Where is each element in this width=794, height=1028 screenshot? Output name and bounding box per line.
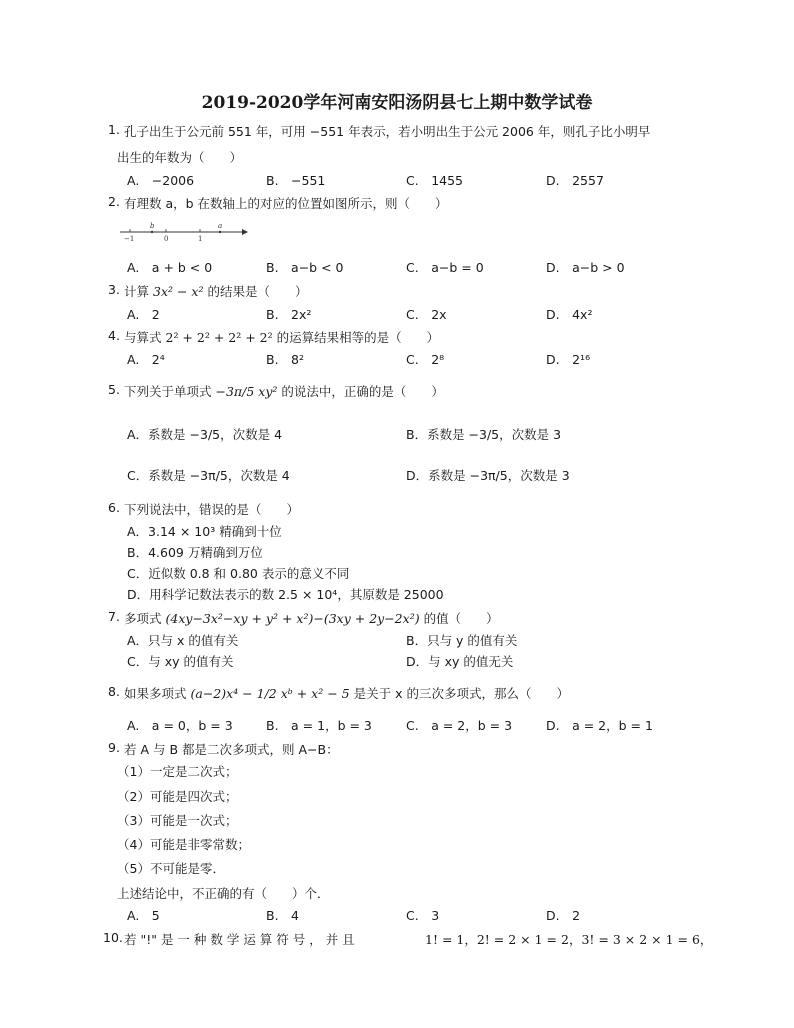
point-b-label: b — [150, 222, 155, 230]
math-expression: (a−2)x⁴ − 1/2 xᵇ + x² − 5 — [190, 686, 350, 701]
option-b: B. a−b < 0 — [266, 260, 344, 275]
statement: （2）可能是四次式； — [117, 789, 238, 804]
option-a: A. a + b < 0 — [127, 260, 213, 275]
tick-label: 1 — [198, 235, 203, 243]
number-line-figure — [118, 221, 250, 243]
option-d: D. a−b > 0 — [546, 260, 625, 275]
option-c: C. a−b = 0 — [406, 260, 484, 275]
option-b: B. −551 — [266, 173, 326, 188]
option-b: B．4.609 万精确到万位 — [127, 545, 263, 560]
math-expression: −3π/5 xy² — [215, 384, 278, 399]
option-b: B. 4 — [266, 908, 300, 923]
question-text: 若 "!" 是 一 种 数 学 运 算 符 号 ， 并 且 — [124, 932, 355, 947]
option-a: A. 5 — [127, 908, 160, 923]
question-number: 8. — [108, 684, 120, 699]
question-number: 1. — [108, 122, 120, 137]
math-expression: 3x² − x² — [153, 284, 204, 299]
option-d: D. 4x² — [546, 307, 593, 322]
axis-arrow-icon — [242, 229, 248, 235]
point-a — [219, 231, 221, 233]
option-b: B．系数是 −3/5，次数是 3 — [406, 427, 562, 442]
question-number: 7. — [108, 609, 120, 624]
question-text: 多项式 (4xy−3x²−xy + y² + x²)−(3xy + 2y−2x²) 的值（ ） — [124, 611, 499, 626]
conclusion-text: 上述结论中，不正确的有（ ）个． — [117, 886, 330, 901]
question-number: 2. — [108, 194, 120, 209]
option-c: C. a = 2，b = 3 — [406, 718, 513, 733]
option-c: C. 1455 — [406, 173, 464, 188]
statement: （1）一定是二次式； — [117, 764, 238, 779]
option-c: C．近似数 0.8 和 0.80 表示的意义不同 — [127, 566, 350, 581]
point-b — [151, 231, 153, 233]
tick-label: −1 — [124, 235, 135, 243]
question-text: 计算 3x² − x² 的结果是（ ） — [124, 284, 308, 299]
option-a: A. a = 0，b = 3 — [127, 718, 233, 733]
question-text: 下列说法中，错误的是（ ） — [124, 502, 300, 517]
question-number: 9. — [108, 740, 120, 755]
point-a-label: a — [218, 222, 223, 230]
option-c: C. 2⁸ — [406, 352, 445, 367]
option-d: D．用科学记数法表示的数 2.5 × 10⁴，其原数是 25000 — [127, 587, 444, 602]
math-expression: 1! = 1，2! = 2 × 1 = 2，3! = 3 × 2 × 1 = 6， — [425, 932, 713, 947]
option-a: A. −2006 — [127, 173, 195, 188]
option-c: C. 2x — [406, 307, 447, 322]
question-text: 如果多项式 (a−2)x⁴ − 1/2 xᵇ + x² − 5 是关于 x 的三次多项式，那么（ ） — [124, 686, 569, 701]
statement: （4）可能是非零常数； — [117, 837, 250, 852]
option-c: C．与 xy 的值有关 — [127, 654, 234, 669]
option-b: B. 8² — [266, 352, 305, 367]
question-text: 有理数 a，b 在数轴上的对应的位置如图所示，则（ ） — [124, 196, 448, 211]
option-a: A．只与 x 的值有关 — [127, 633, 239, 648]
math-expression: 2² + 2² + 2² + 2² — [165, 330, 273, 345]
option-b: B．只与 y 的值有关 — [406, 633, 518, 648]
option-d: D．与 xy 的值无关 — [406, 654, 514, 669]
statement: （3）可能是一次式； — [117, 813, 238, 828]
option-c: C．系数是 −3π/5，次数是 4 — [127, 468, 290, 483]
option-d: D．系数是 −3π/5，次数是 3 — [406, 468, 570, 483]
question-number: 4. — [108, 328, 120, 343]
option-a: A．3.14 × 10³ 精确到十位 — [127, 524, 282, 539]
option-d: D. 2¹⁶ — [546, 352, 591, 367]
option-a: A. 2⁴ — [127, 352, 165, 367]
question-text: 若 A 与 B 都是二次多项式，则 A−B： — [124, 742, 339, 757]
option-c: C. 3 — [406, 908, 440, 923]
question-number: 3. — [108, 282, 120, 297]
question-number: 6. — [108, 500, 120, 515]
option-a: A．系数是 −3/5，次数是 4 — [127, 427, 283, 442]
question-text: 出生的年数为（ ） — [117, 150, 243, 165]
question-text: 孔子出生于公元前 551 年，可用 −551 年表示，若小明出生于公元 2006 年，则孔子比小明早 — [124, 124, 651, 139]
question-text: 下列关于单项式 −3π/5 xy² 的说法中，正确的是（ ） — [124, 384, 444, 399]
option-b: B. 2x² — [266, 307, 312, 322]
page-title: 2019-2020学年河南安阳汤阴县七上期中数学试卷 — [201, 93, 593, 113]
option-d: D. 2557 — [546, 173, 604, 188]
tick-label: 0 — [164, 235, 169, 243]
question-text: 与算式 2² + 2² + 2² + 2² 的运算结果相等的是（ ） — [124, 330, 440, 345]
option-d: D. 2 — [546, 908, 581, 923]
math-expression: (4xy−3x²−xy + y² + x²)−(3xy + 2y−2x²) — [165, 611, 420, 626]
option-d: D. a = 2，b = 1 — [546, 718, 653, 733]
question-number: 10. — [103, 930, 123, 945]
question-number: 5. — [108, 382, 120, 397]
option-b: B. a = 1，b = 3 — [266, 718, 372, 733]
option-a: A. 2 — [127, 307, 160, 322]
statement: （5）不可能是零． — [117, 861, 225, 876]
